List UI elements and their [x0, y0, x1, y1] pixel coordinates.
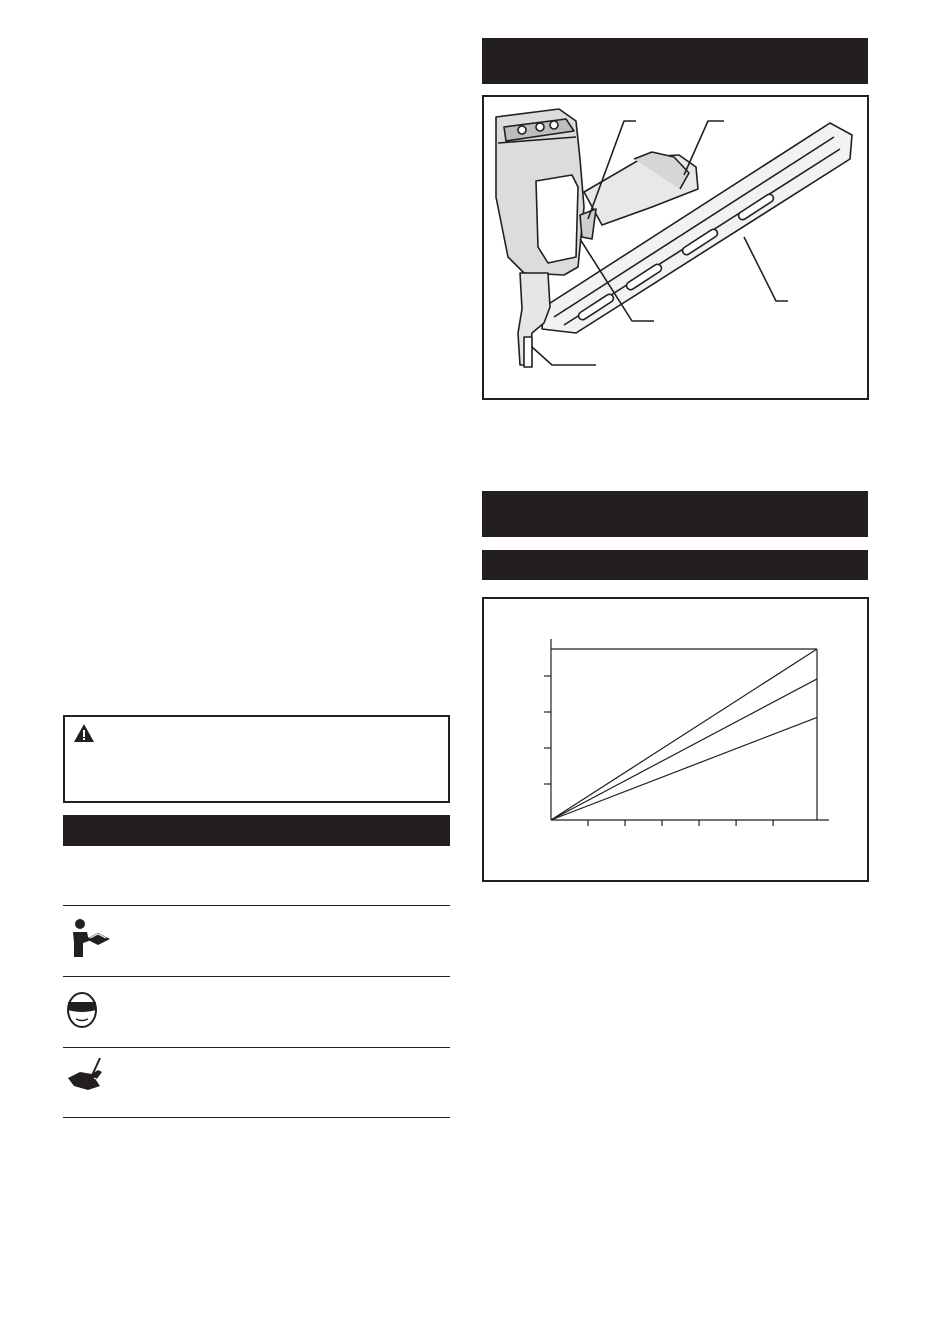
- symbols-divider: [63, 1047, 450, 1048]
- section-header-bar: [482, 491, 868, 537]
- hand-injury-icon: [66, 1056, 112, 1096]
- symbols-header-bar: [63, 815, 450, 846]
- series-line-3: [551, 717, 817, 820]
- warning-box: [63, 715, 450, 803]
- nailer-tool-illustration: [484, 97, 867, 398]
- read-manual-icon: [68, 919, 112, 959]
- line-chart: [484, 599, 867, 880]
- symbols-divider: [63, 1117, 450, 1118]
- chart-frame: [482, 597, 869, 882]
- subsection-header-bar: [482, 550, 868, 580]
- symbols-divider: [63, 976, 450, 977]
- series-line-2: [551, 679, 817, 820]
- safety-goggles-icon: [64, 990, 100, 1030]
- tool-figure-frame: [482, 95, 869, 400]
- symbols-divider: [63, 905, 450, 906]
- figure-header-bar: [482, 38, 868, 84]
- warning-triangle-icon: [73, 723, 95, 743]
- series-line-1: [551, 649, 817, 820]
